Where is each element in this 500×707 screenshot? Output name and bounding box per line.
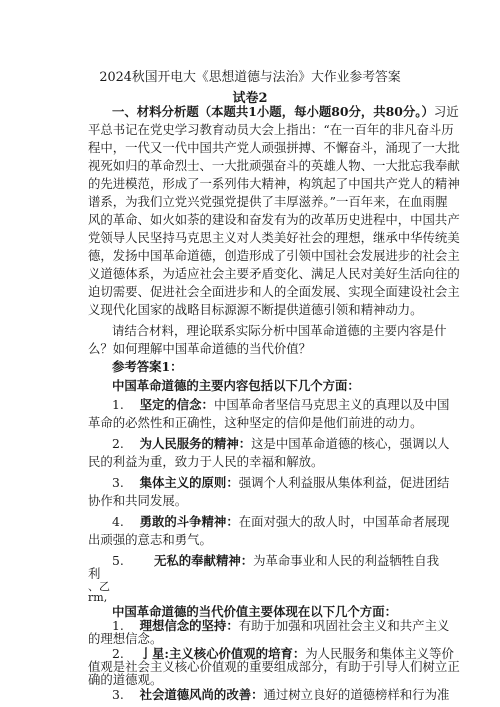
material-line: 程中，一代又一代中国共产党人顽强拼搏、不懈奋斗，涌现了一大批 (88, 140, 460, 155)
item-number: 3. (112, 475, 124, 490)
list-item-continuation: 的理想信念。 (88, 630, 163, 646)
question-text-start: 习近 (433, 104, 459, 119)
list-item-continuation: 、乙 (88, 579, 110, 593)
list-item-continuation: 协作和共同发展。 (88, 493, 188, 508)
item-number: 4. (112, 514, 124, 529)
list-item-continuation: 利 (88, 566, 101, 581)
list-item (112, 475, 449, 491)
item-term: 为人民服务的精神： (139, 436, 252, 451)
section-heading: 中国革命道德的当代价值主要体现在以下几个方面： (112, 604, 397, 620)
item-text: 有助于加强和巩固社会主义和共产主义 (238, 617, 450, 633)
item-term: 集体主义的原则： (139, 475, 239, 490)
material-line: 义道德体系，为适应社会主要矛盾变化、满足人民对美好生活向往的 (88, 266, 460, 281)
material-line: 党领导人民坚持马克思主义对人类美好社会的理想，继承中华传统美 (88, 230, 460, 245)
material-line: 风的革命、如火如荼的建设和奋发有为的改革历史进程中，中国共产 (88, 212, 460, 227)
item-text: 在面对强大的敌人时，中国革命者展现 (238, 514, 450, 529)
list-item-continuation: 确的道德观。 (88, 671, 163, 687)
list-item-continuation: 出顽强的意志和勇气。 (88, 532, 212, 547)
item-text: 为革命事业和人民的利益牺牲自我 (253, 553, 439, 568)
list-item (154, 553, 439, 569)
list-item-continuation: rm, (88, 590, 108, 604)
item-text: 强调个人利益服从集体利益，促进团结 (238, 475, 450, 490)
material-line: 视死如归的革命烈士、一大批顽强奋斗的英雄人物、一大批忘我奉献 (88, 158, 460, 173)
list-item (112, 514, 449, 530)
material-line: 平总书记在党史学习教育动员大会上指出：“在一百年的非凡奋斗历 (88, 122, 454, 137)
item-number: 2. (112, 436, 124, 451)
question-ask: 请结合材料，理论联系实际分析中国革命道德的主要内容是什 (112, 323, 447, 338)
item-number: 1. (112, 617, 124, 633)
item-text: 中国革命者坚信马克思主义的真理以及中国 (213, 397, 450, 412)
list-item (112, 618, 449, 634)
item-text: 为人民服务和集体主义等价 (305, 645, 454, 661)
section-heading: 中国革命道德的主要内容包括以下几个方面： (112, 378, 360, 393)
list-item (112, 436, 449, 452)
material-line: 谱系，为我们立党兴党强党提供了丰厚滋养。”一百年来，在血雨腥 (88, 194, 448, 209)
item-number: 3. (112, 687, 124, 702)
list-item-continuation: 民的利益为重，致力于人民的幸福和解放。 (88, 454, 324, 469)
item-term: 坚定的信念： (139, 397, 214, 412)
list-item-continuation: 值观是社会主义核心价值观的重要组成部分，有助于引导人们树立正 (88, 658, 460, 674)
item-text: 通过树立良好的道德榜样和行为准 (263, 687, 450, 702)
material-line: 的先进模范，形成了一系列伟大精神，构筑起了中国共产党人的精神 (88, 176, 460, 191)
question-heading: 一、材料分析题（本题共1小题，每小题80分，共80分。） (112, 104, 434, 119)
item-term: 社会道德风尚的改善： (139, 687, 264, 702)
item-term: 无私的奉献精神： (154, 553, 254, 568)
material-line: 迫切需要、促进社会全面进步和人的全面发展、实现全面建设社会主 (88, 284, 460, 299)
document-title: 2024秋国开电大《思想道德与法治》大作业参考答案 (99, 70, 401, 85)
answer-heading: 参考答案1： (112, 359, 183, 374)
list-item-number: 5. (112, 553, 124, 568)
material-line: 义现代化国家的战略目标源源不断提供道德引领和精神动力。 (88, 302, 423, 317)
list-item (112, 687, 449, 703)
question-ask: 么？如何理解中国革命道德的当代价值？ (88, 341, 312, 356)
item-term: 理想信念的坚持： (139, 617, 239, 633)
item-term: 勇敢的斗争精神： (139, 514, 239, 529)
item-number: 1. (112, 397, 124, 412)
item-term: 亅星:主义核心价值观的培育： (139, 645, 306, 661)
list-item (112, 397, 449, 413)
document-subtitle: 试卷2 (232, 91, 268, 106)
item-text: 这是中国革命道德的核心，强调以人 (251, 436, 450, 451)
item-number: 2. (112, 645, 124, 661)
material-line: 德，发扬中国革命道德，创造形成了引领中国社会发展进步的社会主 (88, 248, 460, 263)
question-heading-line (112, 104, 459, 120)
list-item-continuation: 革命的必然性和正确性，这种坚定的信仰是他们前进的动力。 (88, 415, 423, 430)
